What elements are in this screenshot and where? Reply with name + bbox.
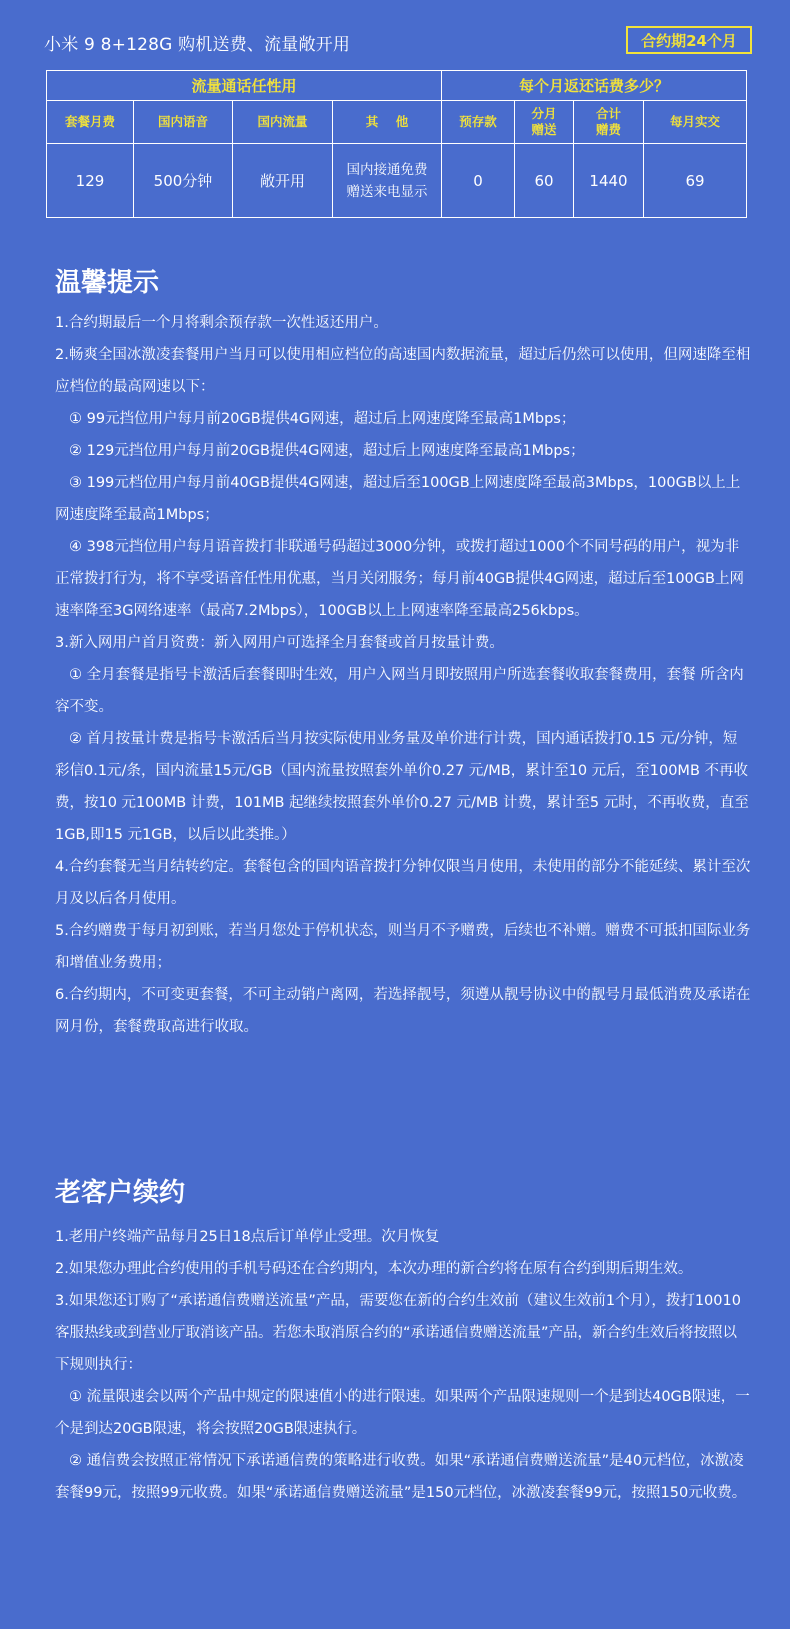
tips-line: 2.畅爽全国冰激凌套餐用户当月可以使用相应档位的高速国内数据流量，超过后仍然可以使用，但网速降至相应档位的最高网速以下： bbox=[55, 347, 751, 395]
col-header-other: 其 他 bbox=[333, 101, 442, 144]
group-header-right: 每个月返还话费多少？ bbox=[442, 71, 747, 101]
cell-voice: 500分钟 bbox=[134, 144, 233, 218]
renewal-title: 老客户续约 bbox=[55, 1178, 186, 1208]
col-header-monthly-fee: 套餐月费 bbox=[47, 101, 134, 144]
tips-line: ② 首月按量计费是指号卡激活后当月按实际使用业务量及单价进行计费，国内通话拨打0.15 元/分钟，短彩信0.1元/条，国内流量15元/GB（国内流量按照套外单价0.27 元/MB，累计至10 元后，至100MB 不再收费，按10 元100MB 计费，101MB 起继续按照套外单价0.27 元/MB 计费，累计至5 元时，不再收费，直至1GB,即15 元1GB，以后以此类推。） bbox=[55, 731, 749, 843]
renewal-line: ② 通信费会按照正常情况下承诺通信费的策略进行收费。如果“承诺通信费赠送流量”是40元档位，冰激凌套餐99元，按照99元收费。如果“承诺通信费赠送流量”是150元档位，冰激凌套餐99元，按照150元收费。 bbox=[55, 1453, 747, 1501]
col-header-total-gift: 合计 赠费 bbox=[574, 101, 644, 144]
cell-monthly-gift: 60 bbox=[515, 144, 574, 218]
col-header-data: 国内流量 bbox=[233, 101, 333, 144]
page-title: 小米 9 8+128G 购机送费、流量敞开用 bbox=[44, 35, 351, 55]
tips-line: 1.合约期最后一个月将剩余预存款一次性返还用户。 bbox=[55, 315, 388, 331]
renewal-line: 2.如果您办理此合约使用的手机号码还在合约期内，本次办理的新合约将在原有合约到期后期生效。 bbox=[55, 1261, 693, 1277]
renewal-content bbox=[55, 1221, 751, 1509]
tips-line: ② 129元挡位用户每月前20GB提供4G网速，超过后上网速度降至最高1Mbps； bbox=[69, 443, 585, 459]
cell-monthly-fee: 129 bbox=[47, 144, 134, 218]
tips-line: 5.合约赠费于每月初到账，若当月您处于停机状态，则当月不予赠费，后续也不补赠。赠费不可抵扣国际业务和增值业务费用； bbox=[55, 923, 751, 971]
cell-actual-pay: 69 bbox=[644, 144, 747, 218]
tips-line: ① 全月套餐是指号卡激活后套餐即时生效，用户入网当月即按照用户所选套餐收取套餐费用，套餐 所含内容不变。 bbox=[55, 667, 744, 715]
col-header-monthly-gift: 分月 赠送 bbox=[515, 101, 574, 144]
cell-other-line1: 国内接通免费 bbox=[346, 161, 428, 178]
tips-line: ③ 199元档位用户每月前40GB提供4G网速，超过后至100GB上网速度降至最高3Mbps，100GB以上上网速度降至最高1Mbps； bbox=[55, 475, 741, 523]
renewal-line: ① 流量限速会以两个产品中规定的限速值小的进行限速。如果两个产品限速规则一个是到达40GB限速，一个是到达20GB限速，将会按照20GB限速执行。 bbox=[55, 1389, 750, 1437]
renewal-line: 3.如果您还订购了“承诺通信费赠送流量”产品，需要您在新的合约生效前（建议生效前1个月），拨打10010客服热线或到营业厅取消该产品。若您未取消原合约的“承诺通信费赠送流量”产品，新合约生效后将按照以下规则执行： bbox=[55, 1293, 741, 1373]
col-header-actual-pay: 每月实交 bbox=[644, 101, 747, 144]
tips-line: 3.新入网用户首月资费：新入网用户可选择全月套餐或首月按量计费。 bbox=[55, 635, 504, 651]
contract-period-badge: 合约期24个月 bbox=[626, 26, 752, 54]
tips-line: ① 99元挡位用户每月前20GB提供4G网速，超过后上网速度降至最高1Mbps； bbox=[69, 411, 576, 427]
tips-title: 温馨提示 bbox=[55, 268, 160, 298]
cell-total-gift: 1440 bbox=[574, 144, 644, 218]
tips-line: 6.合约期内，不可变更套餐，不可主动销户离网，若选择靓号，须遵从靓号协议中的靓号月最低消费及承诺在网月份，套餐费取高进行收取。 bbox=[55, 987, 751, 1035]
tips-line: 4.合约套餐无当月结转约定。套餐包含的国内语音拨打分钟仅限当月使用，未使用的部分不能延续、累计至次月及以后各月使用。 bbox=[55, 859, 751, 907]
group-header-left: 流量通话任性用 bbox=[47, 71, 442, 101]
cell-other-line2: 赠送来电显示 bbox=[346, 183, 428, 200]
renewal-line: 1.老用户终端产品每月25日18点后订单停止受理。次月恢复 bbox=[55, 1229, 440, 1245]
cell-other bbox=[333, 144, 442, 218]
cell-data: 敞开用 bbox=[233, 144, 333, 218]
tips-content bbox=[55, 307, 751, 1043]
plan-table bbox=[46, 70, 747, 218]
tips-line: ④ 398元挡位用户每月语音拨打非联通号码超过3000分钟，或拨打超过1000个不同号码的用户，视为非正常拨打行为，将不享受语音任性用优惠，当月关闭服务；每月前40GB提供4G网速，超过后至100GB上网速率降至3G网络速率（最高7.2Mbps），100GB以上上网速率降至最高256kbps。 bbox=[55, 539, 744, 619]
col-header-voice: 国内语音 bbox=[134, 101, 233, 144]
col-header-prestore: 预存款 bbox=[442, 101, 515, 144]
cell-prestore: 0 bbox=[442, 144, 515, 218]
